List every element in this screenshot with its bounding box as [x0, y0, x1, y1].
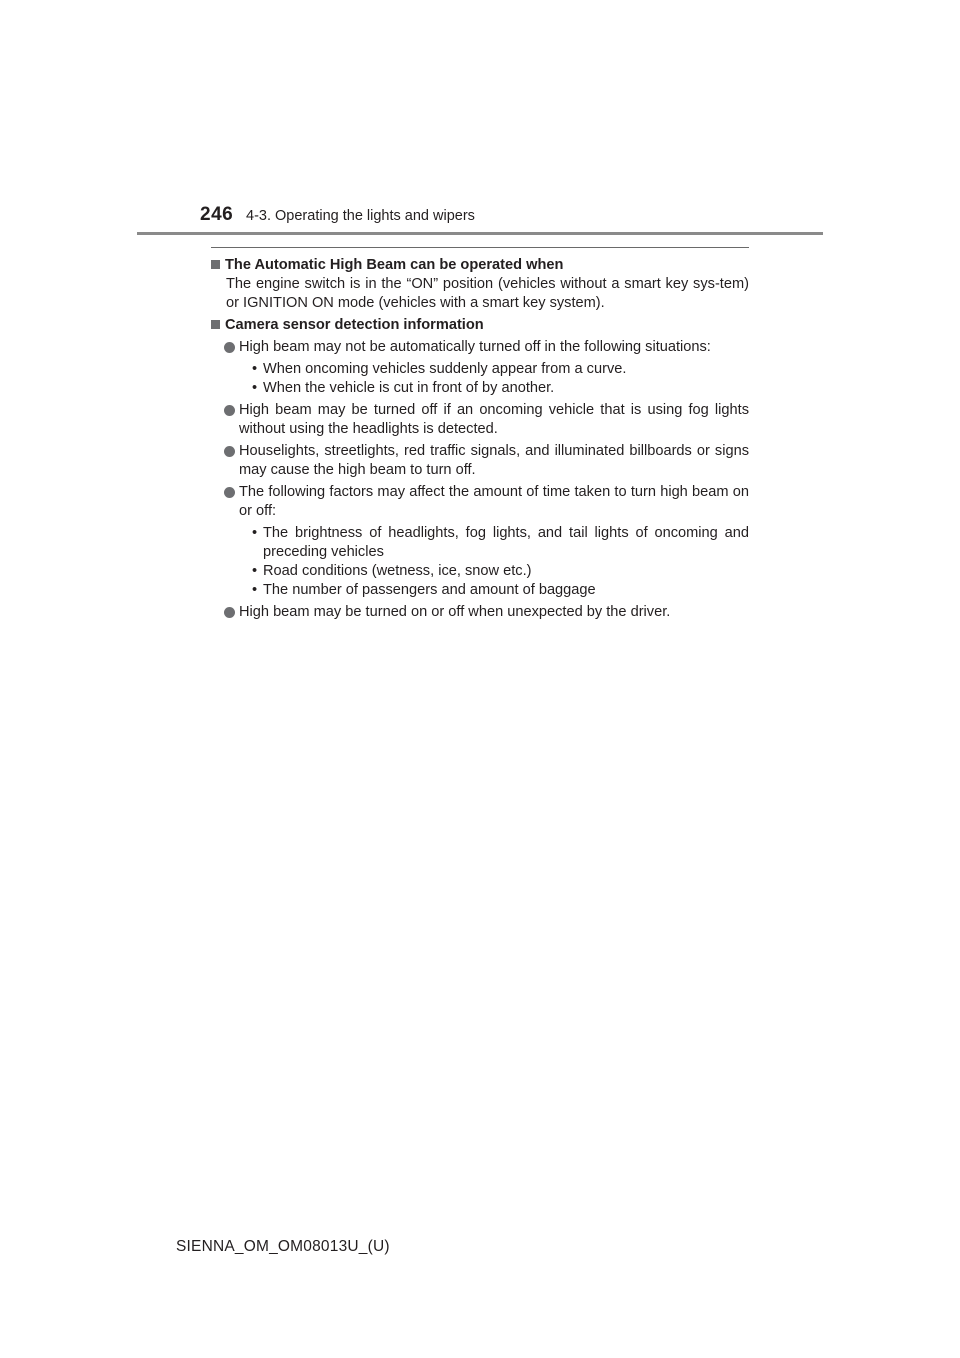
sub-bullet-mark: •: [252, 582, 258, 598]
footer-doc-code: SIENNA_OM_OM08013U_(U): [176, 1238, 390, 1255]
circle-bullet-icon: [224, 446, 235, 457]
sub-item-text: When the vehicle is cut in front of by another.: [263, 380, 555, 396]
sub-item: [211, 379, 749, 398]
sub-item-text: The number of passengers and amount of baggage: [263, 582, 596, 598]
section-operation-conditions: [211, 256, 749, 313]
sub-list: [211, 360, 749, 398]
bullet-item: [211, 442, 749, 480]
sub-item-text: When oncoming vehicles suddenly appear from a curve.: [263, 361, 627, 377]
section-heading-text: The Automatic High Beam can be operated when: [225, 257, 564, 273]
section-paragraph: The engine switch is in the “ON” position (vehicles without a smart key sys-tem) or IGNITION ON mode (vehicles with a smart key system).: [226, 276, 749, 311]
sub-bullet-mark: •: [252, 525, 258, 541]
page-number: 246: [200, 204, 234, 225]
bullet-text: Houselights, streetlights, red traffic signals, and illuminated billboards or signs may cause the high beam to turn off.: [239, 443, 749, 478]
content-body: [211, 256, 749, 625]
bullet-text: High beam may be turned on or off when unexpected by the driver.: [239, 604, 671, 620]
sub-item-text: The brightness of headlights, fog lights, and tail lights of oncoming and preceding vehicles: [263, 525, 749, 560]
circle-bullet-icon: [224, 342, 235, 353]
section-heading: [211, 316, 749, 335]
section-heading-text: Camera sensor detection information: [225, 317, 484, 333]
bullet-item: [211, 401, 749, 439]
bullet-text: High beam may be turned off if an oncoming vehicle that is using fog lights without using the headlights is detected.: [239, 402, 749, 437]
header-rule: [137, 232, 823, 235]
bullet-text: The following factors may affect the amount of time taken to turn high beam on or off:: [239, 484, 749, 519]
square-bullet-icon: [211, 320, 220, 329]
section-heading: [211, 256, 749, 275]
bullet-item: [211, 483, 749, 521]
sub-item: [211, 581, 749, 600]
sub-bullet-mark: •: [252, 380, 258, 396]
bullet-item: [211, 603, 749, 622]
circle-bullet-icon: [224, 607, 235, 618]
sub-item-text: Road conditions (wetness, ice, snow etc.): [263, 563, 532, 579]
sub-bullet-mark: •: [252, 563, 258, 579]
section-camera-sensor: [211, 316, 749, 622]
content-rule: [211, 247, 749, 248]
section-title: 4-3. Operating the lights and wipers: [246, 208, 475, 224]
sub-list: [211, 524, 749, 600]
sub-item: [211, 360, 749, 379]
sub-item: [211, 524, 749, 562]
sub-item: [211, 562, 749, 581]
bullet-item: [211, 338, 749, 357]
circle-bullet-icon: [224, 405, 235, 416]
square-bullet-icon: [211, 260, 220, 269]
bullet-text: High beam may not be automatically turned off in the following situations:: [239, 339, 711, 355]
circle-bullet-icon: [224, 487, 235, 498]
sub-bullet-mark: •: [252, 361, 258, 377]
page-header: [200, 204, 800, 232]
